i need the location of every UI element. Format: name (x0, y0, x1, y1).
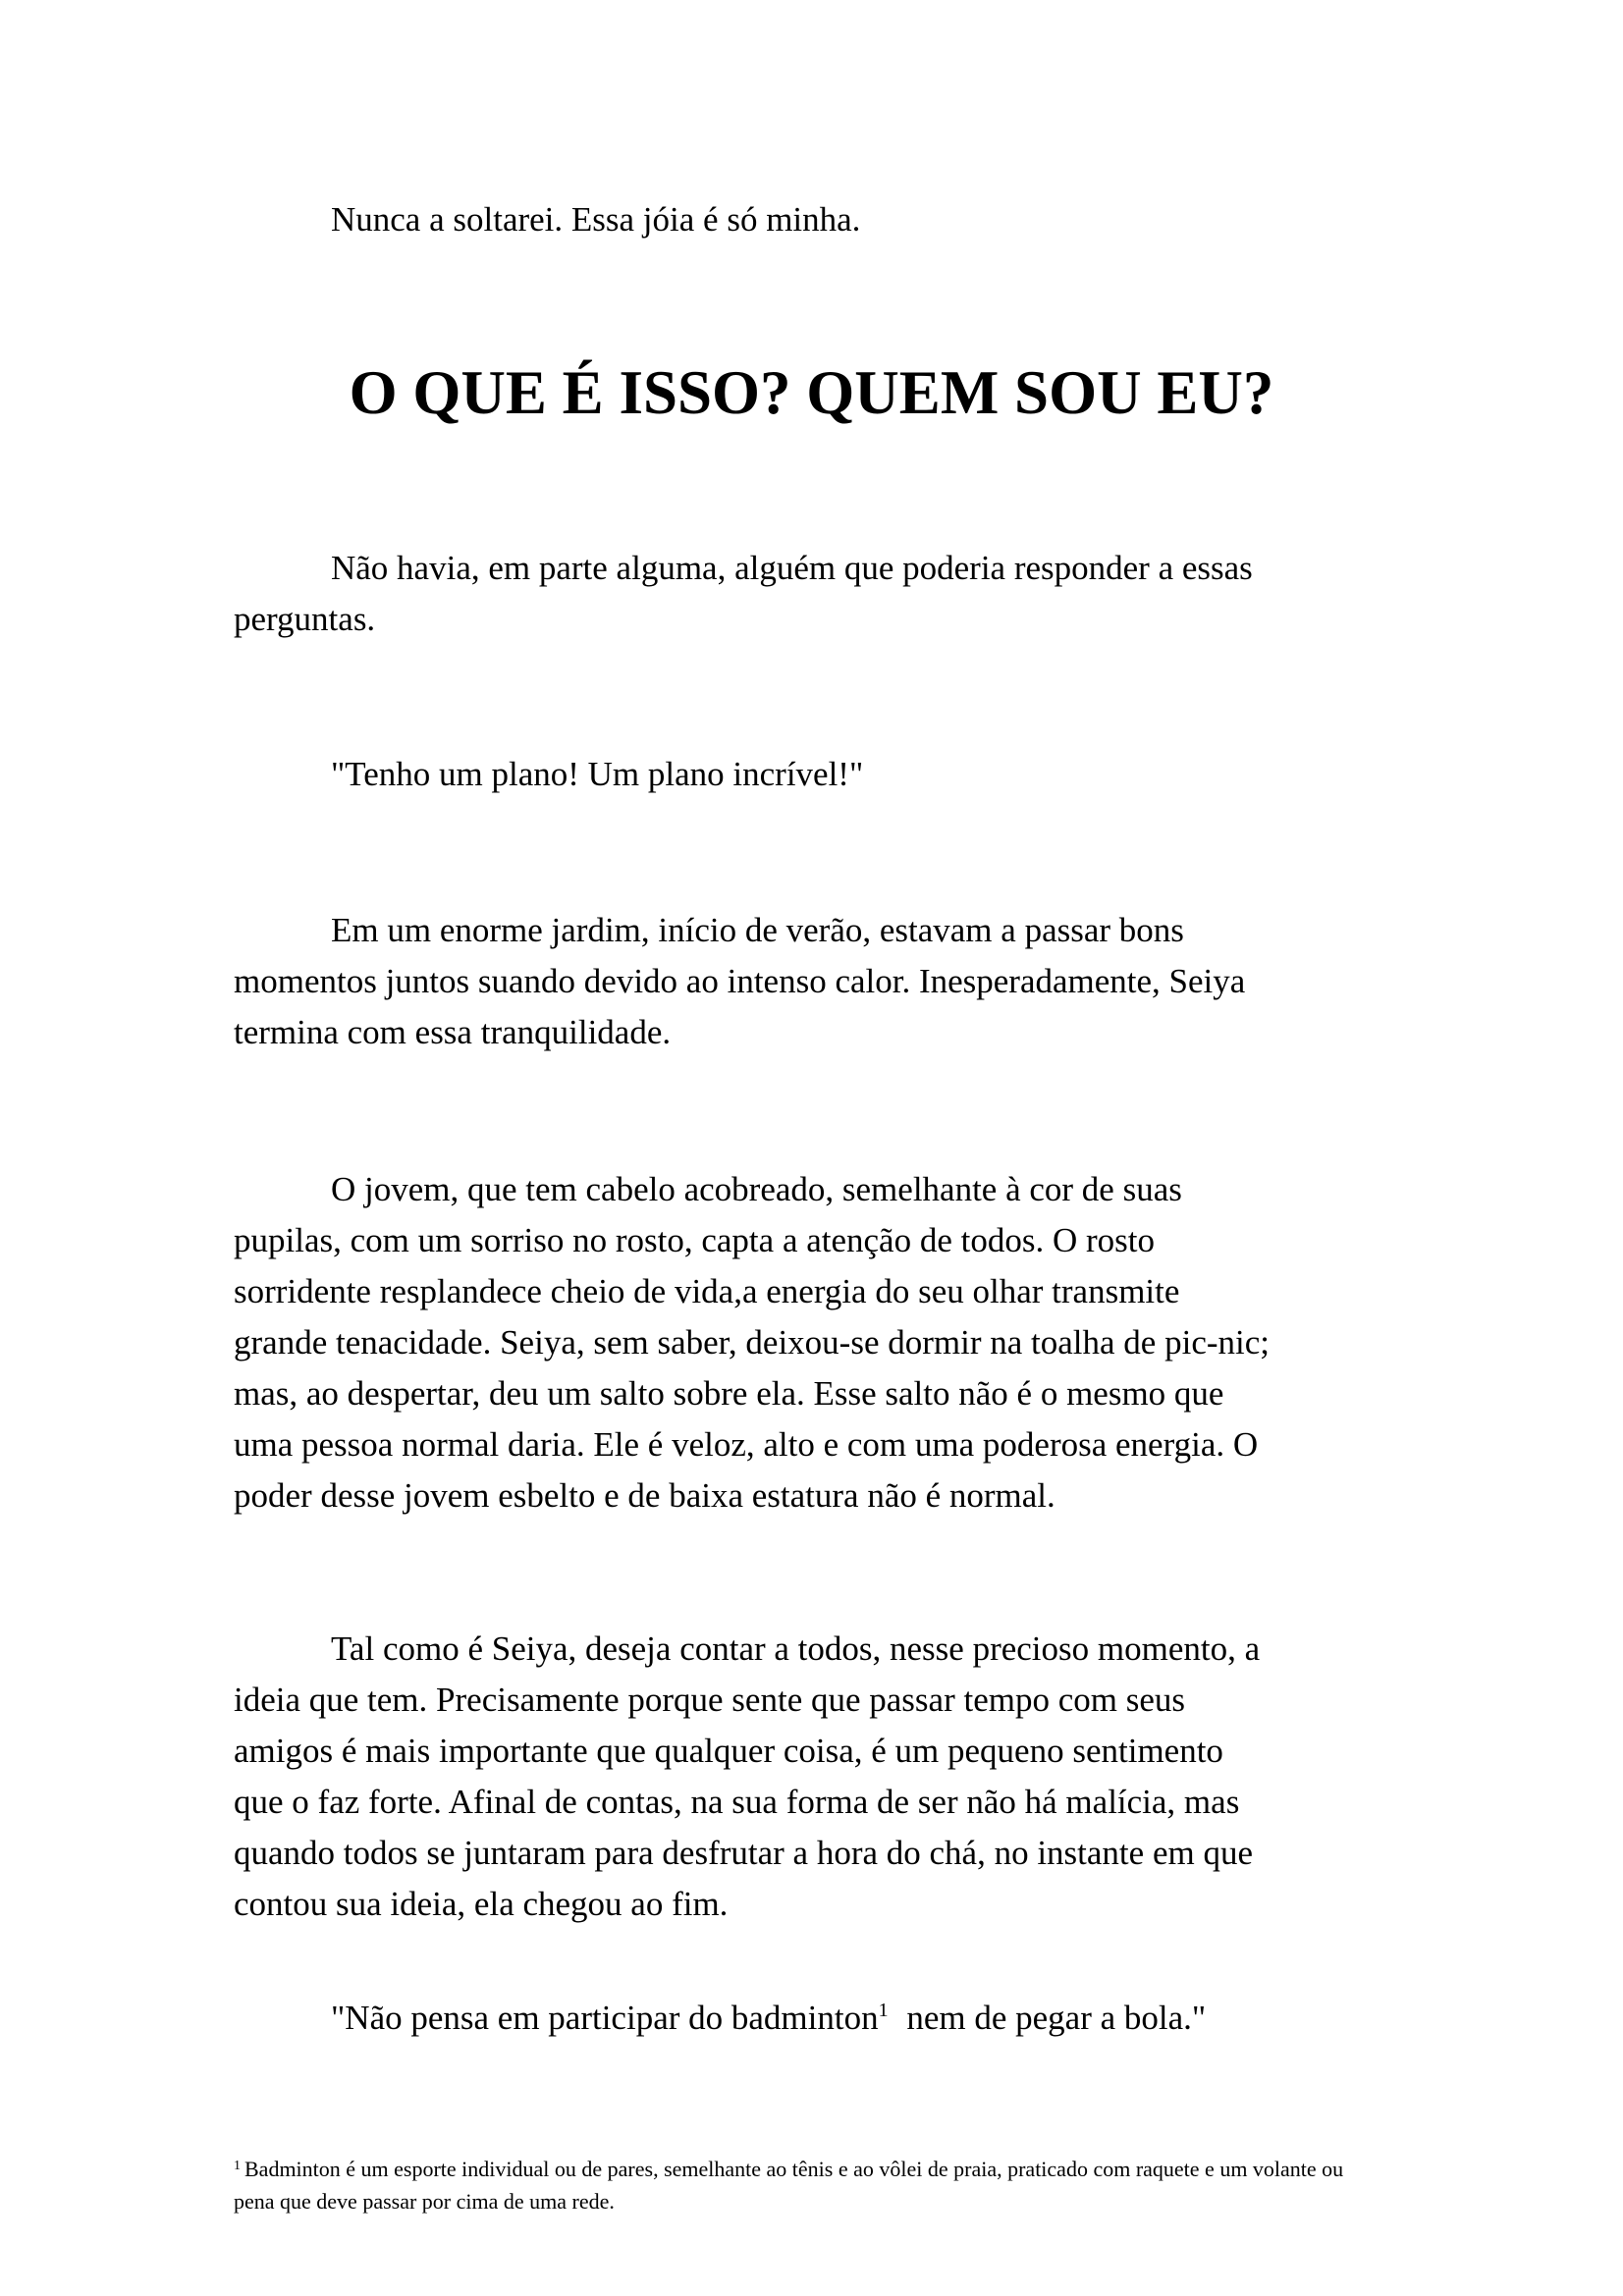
text-line: termina com essa tranquilidade. (234, 1013, 672, 1051)
footnote (234, 2150, 1402, 2217)
quote-text-before: "Não pensa em participar do badminton (331, 1999, 879, 2037)
paragraph-young-man (234, 1164, 1388, 1522)
text-line: pupilas, com um sorriso no rosto, capta a atenção de todos. O rosto (234, 1221, 1155, 1259)
chapter-heading-text: O QUE É ISSO? QUEM SOU EU? (349, 358, 1274, 427)
text-line: perguntas. (234, 600, 376, 638)
quote-text-after: nem de pegar a bola." (906, 1999, 1207, 2037)
paragraph-plan-quote: "Tenho um plano! Um plano incrível!" (331, 755, 864, 793)
footnote-reference[interactable]: 1 (878, 2000, 889, 2021)
text-line: O jovem, que tem cabelo acobreado, semelhante à cor de suas (331, 1170, 1182, 1208)
footnote-mark: 1 (234, 2159, 241, 2173)
footnote-line (234, 2150, 1402, 2185)
text-line: momentos juntos suando devido ao intenso calor. Inesperadamente, Seiya (234, 962, 1246, 1000)
text-line: uma pessoa normal daria. Ele é veloz, alto e com uma poderosa energia. O (234, 1425, 1259, 1464)
text-line: quando todos se juntaram para desfrutar a hora do chá, no instante em que (234, 1834, 1253, 1872)
paragraph-seiya-idea (234, 1624, 1388, 1930)
paragraph-garden (234, 905, 1388, 1058)
text-line: Em um enorme jardim, início de verão, estavam a passar bons (331, 911, 1184, 949)
text-line: Não havia, em parte alguma, alguém que poderia responder a essas (331, 549, 1253, 587)
text-line: contou sua ideia, ela chegou ao fim. (234, 1885, 729, 1923)
paragraph-opening: Nunca a soltarei. Essa jóia é só minha. (331, 200, 861, 239)
text-line: grande tenacidade. Seiya, sem saber, deixou-se dormir na toalha de pic-nic; (234, 1323, 1270, 1362)
paragraph-badminton-quote (331, 1993, 1206, 2044)
text-line: ideia que tem. Precisamente porque sente que passar tempo com seus (234, 1681, 1185, 1719)
paragraph-questions (234, 543, 1388, 645)
text-line: poder desse jovem esbelto e de baixa estatura não é normal. (234, 1476, 1055, 1515)
text-line: amigos é mais importante que qualquer coisa, é um pequeno sentimento (234, 1732, 1223, 1770)
text-line: sorridente resplandece cheio de vida,a energia do seu olhar transmite (234, 1272, 1180, 1310)
footnote-text: Badminton é um esporte individual ou de pares, semelhante ao tênis e ao vôlei de praia, praticado com raquete e um volante ou (244, 2157, 1344, 2181)
text-line: mas, ao despertar, deu um salto sobre ela. Esse salto não é o mesmo que (234, 1374, 1224, 1413)
text-line: Tal como é Seiya, deseja contar a todos, nesse precioso momento, a (331, 1629, 1261, 1668)
footnote-line: pena que deve passar por cima de uma rede. (234, 2189, 615, 2214)
chapter-heading (0, 353, 1623, 432)
text-line: que o faz forte. Afinal de contas, na sua forma de ser não há malícia, mas (234, 1783, 1240, 1821)
